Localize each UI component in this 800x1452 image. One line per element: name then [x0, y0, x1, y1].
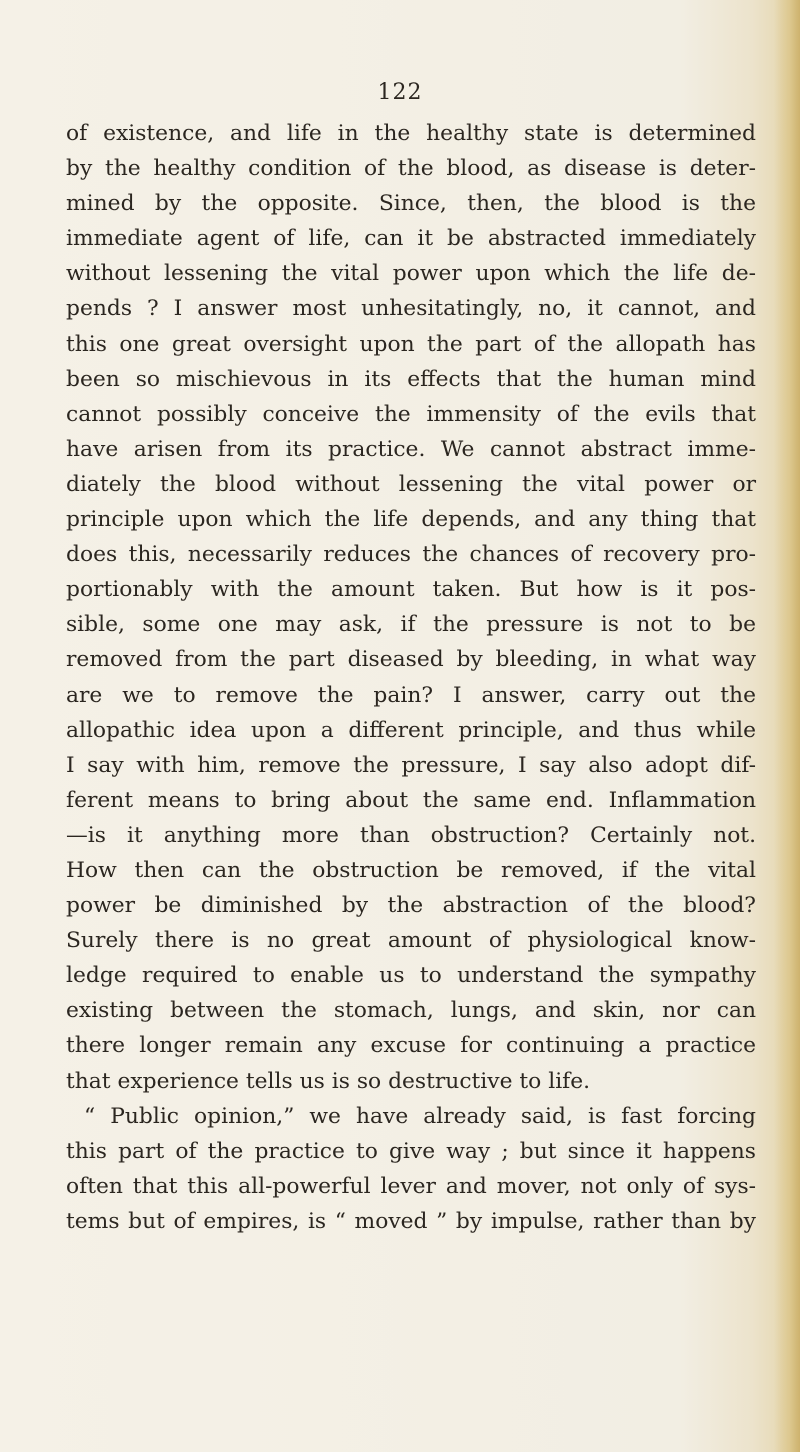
text-line: allopathic idea upon a different principle, and thus while — [66, 717, 756, 743]
text-line: portionably with the amount taken. But how is it pos- — [66, 577, 756, 603]
text-line: principle upon which the life depends, and any thing that — [66, 507, 756, 533]
text-line: “ Public opinion,” we have already said, is fast forcing — [84, 1103, 756, 1129]
text-line: ledge required to enable us to understand the sympathy — [66, 963, 756, 989]
text-line: cannot possibly conceive the immensity of the evils that — [66, 401, 756, 427]
text-line: ferent means to bring about the same end. Inflammation — [66, 787, 756, 813]
text-line: there longer remain any excuse for continuing a practice — [66, 1033, 756, 1059]
text-line: I say with him, remove the pressure, I say also adopt dif- — [66, 752, 756, 778]
text-line: this one great oversight upon the part of the allopath has — [66, 331, 756, 357]
text-line: that experience tells us is so destructive to life. — [66, 1068, 591, 1094]
text-line: diately the blood without lessening the vital power or — [66, 471, 756, 497]
page-number: 122 — [377, 80, 423, 105]
text-line: been so mischievous in its effects that the human mind — [66, 366, 756, 392]
body-text — [66, 116, 756, 1239]
text-line: have arisen from its practice. We cannot abstract imme- — [66, 436, 756, 462]
text-line: of existence, and life in the healthy state is determined — [66, 121, 756, 146]
text-line: without lessening the vital power upon which the life de- — [66, 261, 756, 287]
page-edge-stain — [774, 0, 800, 1452]
text-line: tems but of empires, is “ moved ” by impulse, rather than by — [66, 1208, 756, 1234]
text-line: mined by the opposite. Since, then, the blood is the — [66, 191, 756, 217]
text-line: Surely there is no great amount of physiological know- — [66, 928, 756, 954]
text-line: power be diminished by the abstraction of the blood? — [66, 893, 756, 919]
text-line: this part of the practice to give way ; but since it happens — [66, 1138, 756, 1164]
text-line: sible, some one may ask, if the pressure is not to be — [66, 612, 756, 638]
text-line: existing between the stomach, lungs, and skin, nor can — [66, 998, 756, 1024]
text-line: How then can the obstruction be removed, if the vital — [66, 857, 756, 883]
text-line: often that this all-powerful lever and mover, not only of sys- — [66, 1173, 756, 1199]
text-line: removed from the part diseased by bleeding, in what way — [66, 647, 756, 673]
text-line: are we to remove the pain? I answer, carry out the — [66, 682, 756, 708]
text-line: —is it anything more than obstruction? Certainly not. — [66, 822, 756, 848]
text-line: by the healthy condition of the blood, as disease is deter- — [66, 156, 756, 182]
text-line: immediate agent of life, can it be abstracted immediately — [66, 226, 756, 252]
text-line: does this, necessarily reduces the chances of recovery pro- — [66, 542, 756, 568]
text-line: pends ? I answer most unhesitatingly, no, it cannot, and — [66, 296, 756, 322]
